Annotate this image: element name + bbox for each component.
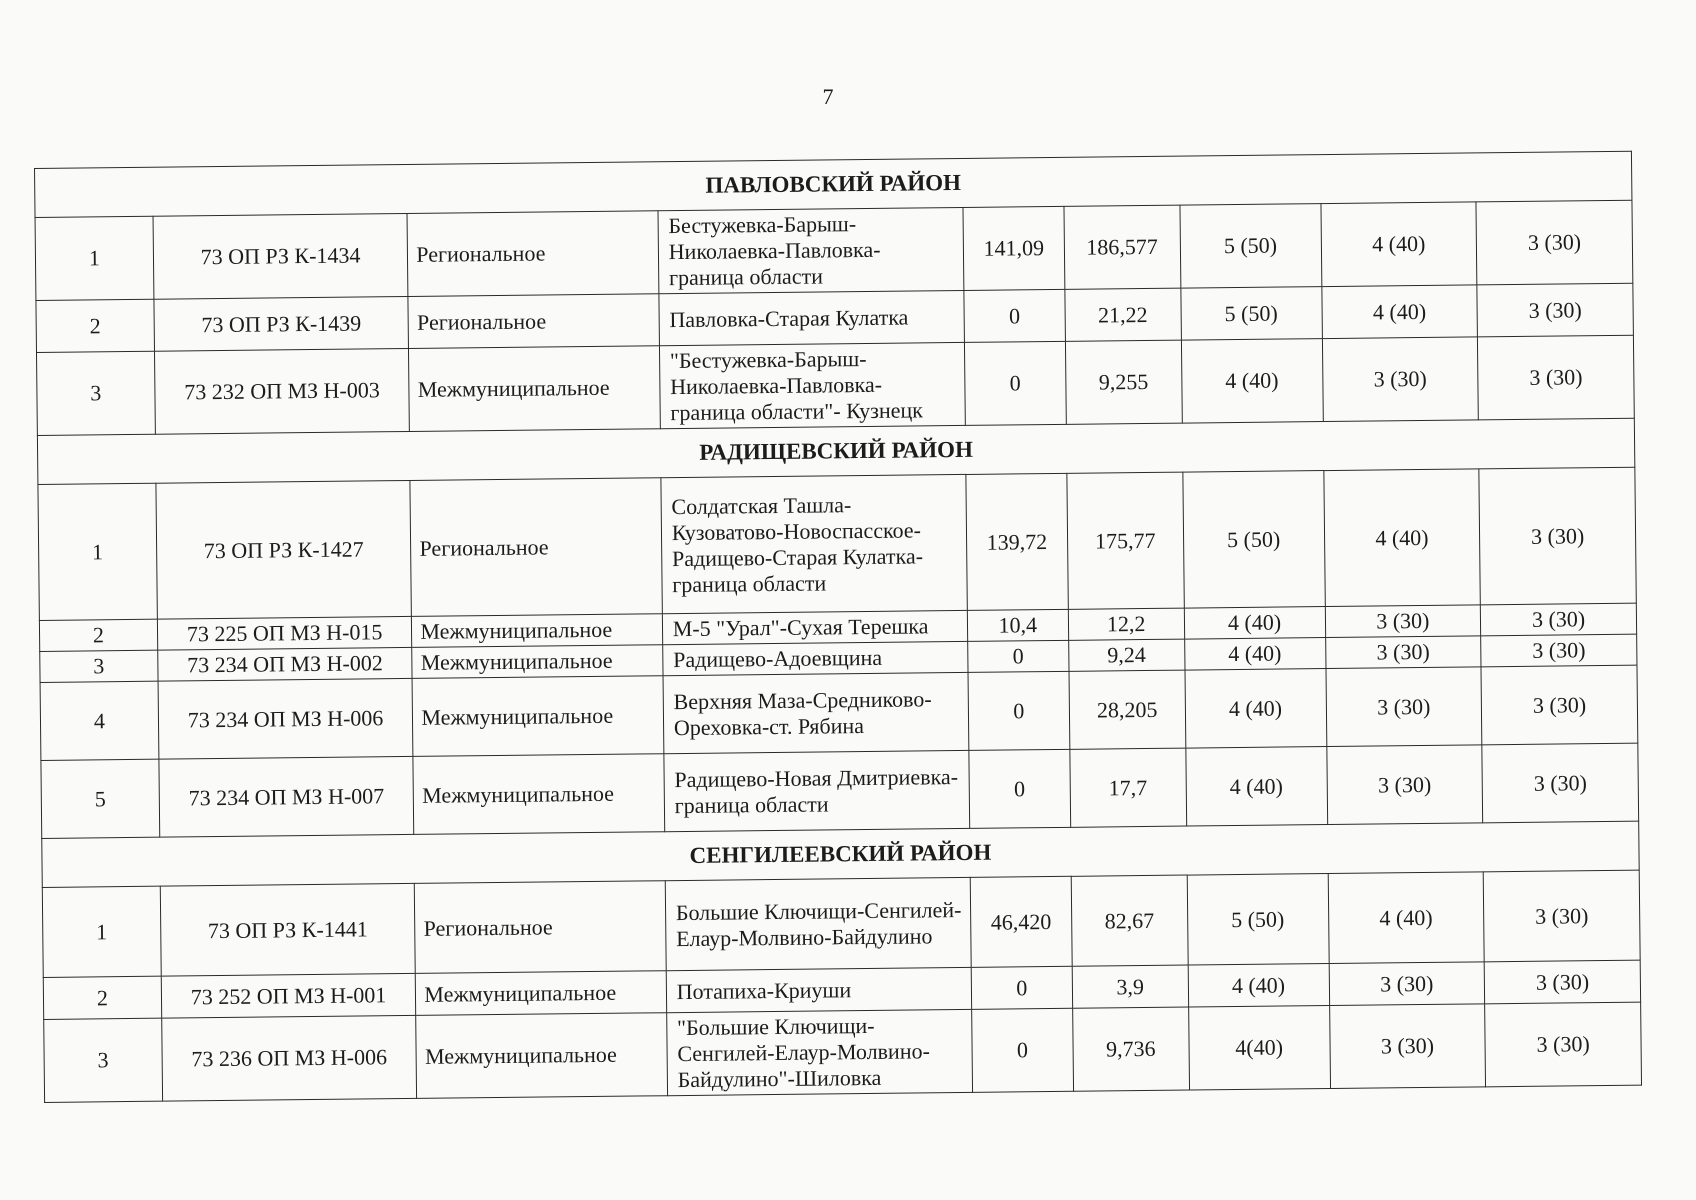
road-significance: Региональное	[407, 211, 658, 297]
roads-table-container	[34, 151, 1642, 1103]
value-col-5: 4 (40)	[1184, 638, 1325, 671]
road-significance: Региональное	[415, 881, 666, 974]
value-col-7: 3 (30)	[1477, 283, 1633, 337]
row-number: 2	[39, 619, 157, 651]
end-km: 9,24	[1068, 639, 1184, 671]
road-significance: Региональное	[410, 478, 662, 617]
value-col-6: 4 (40)	[1320, 202, 1477, 287]
road-name: Радищево-Новая Дмитриевка-граница области	[664, 750, 970, 831]
value-col-6: 3 (30)	[1326, 745, 1483, 825]
start-km: 10,4	[967, 609, 1068, 641]
start-km: 139,72	[966, 473, 1068, 610]
road-code: 73 ОП РЗ К-1441	[160, 883, 416, 976]
road-significance: Межмуниципальное	[412, 645, 663, 679]
value-col-7: 3 (30)	[1482, 743, 1639, 823]
value-col-6: 3 (30)	[1326, 667, 1483, 747]
road-significance: Межмуниципальное	[412, 676, 663, 757]
row-number: 1	[42, 886, 161, 977]
value-col-7: 3 (30)	[1481, 665, 1638, 745]
start-km: 46,420	[970, 876, 1072, 967]
row-number: 3	[40, 650, 158, 682]
value-col-5: 5 (50)	[1180, 287, 1322, 341]
table-row	[44, 1002, 1642, 1102]
value-col-6: 3 (30)	[1329, 1004, 1486, 1089]
end-km: 186,577	[1064, 205, 1181, 289]
page-number: 7	[822, 84, 834, 109]
road-significance: Межмуниципальное	[416, 1013, 667, 1099]
value-col-6: 4 (40)	[1328, 872, 1485, 964]
district-title: РАДИЩЕВСКИЙ РАЙОН	[37, 418, 1634, 484]
value-col-5: 4(40)	[1188, 1006, 1330, 1091]
value-col-6: 3 (30)	[1322, 337, 1479, 422]
table-row	[38, 467, 1636, 620]
road-significance: Межмуниципальное	[412, 614, 663, 648]
road-name: Потапиха-Криуши	[666, 967, 972, 1012]
road-code: 73 ОП РЗ К-1434	[153, 213, 408, 299]
road-name: Большие Ключищи-Сенгилей-Елаур-Молвино-Байдулино	[665, 877, 971, 970]
end-km: 9,255	[1065, 340, 1182, 424]
row-number: 3	[36, 351, 155, 435]
road-code: 73 234 ОП МЗ Н-002	[158, 647, 413, 681]
road-code: 73 236 ОП МЗ Н-006	[162, 1015, 417, 1101]
road-name: М-5 "Урал"-Сухая Терешка	[662, 610, 967, 644]
end-km: 12,2	[1068, 608, 1184, 640]
row-number: 5	[41, 759, 160, 838]
road-name: Бестужевка-Барыш-Николаевка-Павловка-граница области	[658, 207, 964, 293]
value-col-7: 3 (30)	[1479, 467, 1636, 605]
end-km: 82,67	[1071, 875, 1188, 966]
road-code: 73 ОП РЗ К-1427	[156, 480, 412, 619]
value-col-7: 3 (30)	[1478, 335, 1635, 420]
road-name: Верхняя Маза-Средниково-Ореховка-ст. Рябина	[663, 672, 969, 753]
road-significance: Межмуниципальное	[413, 754, 664, 835]
start-km: 0	[968, 640, 1069, 672]
value-col-5: 4 (40)	[1181, 339, 1323, 424]
road-code: 73 225 ОП МЗ Н-015	[157, 616, 412, 650]
row-number: 4	[40, 681, 159, 760]
road-code: 73 234 ОП МЗ Н-006	[158, 678, 413, 759]
end-km: 3,9	[1072, 965, 1188, 1008]
road-name: Радищево-Адоевщина	[662, 641, 967, 675]
value-col-7: 3 (30)	[1476, 200, 1633, 285]
road-code: 73 ОП РЗ К-1439	[154, 296, 409, 351]
road-name: "Бестужевка-Барыш-Николаевка-Павловка-граница области"- Кузнецк	[659, 342, 965, 428]
value-col-5: 4 (40)	[1185, 669, 1327, 749]
road-code: 73 252 ОП МЗ Н-001	[161, 973, 416, 1018]
value-col-6: 3 (30)	[1325, 605, 1481, 638]
road-significance: Межмуниципальное	[416, 971, 667, 1016]
table-body	[35, 151, 1642, 1102]
road-significance: Межмуниципальное	[409, 346, 660, 432]
value-col-5: 4 (40)	[1185, 747, 1327, 827]
row-number: 2	[36, 299, 154, 352]
value-col-7: 3 (30)	[1483, 870, 1640, 962]
end-km: 21,22	[1065, 288, 1181, 341]
start-km: 0	[972, 1008, 1074, 1092]
value-col-7: 3 (30)	[1484, 960, 1640, 1004]
row-number: 3	[44, 1018, 163, 1102]
end-km: 9,736	[1072, 1007, 1189, 1091]
end-km: 175,77	[1067, 472, 1184, 609]
district-title: ПАВЛОВСКИЙ РАЙОН	[35, 151, 1632, 217]
table-row	[42, 870, 1640, 977]
road-code: 73 234 ОП МЗ Н-007	[159, 756, 414, 837]
value-col-5: 4 (40)	[1188, 964, 1329, 1008]
value-col-6: 3 (30)	[1325, 636, 1481, 669]
value-col-5: 4 (40)	[1184, 607, 1325, 640]
value-col-7: 3 (30)	[1481, 634, 1637, 667]
start-km: 0	[968, 671, 1070, 750]
value-col-5: 5 (50)	[1182, 471, 1324, 609]
district-title: СЕНГИЛЕЕВСКИЙ РАЙОН	[42, 821, 1639, 887]
road-significance: Региональное	[408, 294, 659, 349]
start-km: 0	[969, 749, 1071, 828]
road-name: Солдатская Ташла-Кузоватово-Новоспасское-Радищево-Старая Кулатка-граница области	[661, 474, 968, 613]
start-km: 0	[971, 966, 1072, 1009]
roads-table	[34, 151, 1642, 1103]
value-col-5: 5 (50)	[1180, 204, 1322, 289]
start-km: 141,09	[963, 206, 1065, 290]
start-km: 0	[964, 289, 1066, 342]
value-col-6: 4 (40)	[1321, 285, 1477, 339]
value-col-7: 3 (30)	[1485, 1002, 1642, 1087]
value-col-6: 4 (40)	[1323, 469, 1480, 607]
end-km: 28,205	[1069, 670, 1186, 749]
road-name: Павловка-Старая Кулатка	[659, 290, 965, 345]
value-col-6: 3 (30)	[1329, 962, 1485, 1006]
row-number: 1	[38, 483, 157, 620]
row-number: 1	[35, 216, 154, 300]
start-km: 0	[964, 341, 1066, 425]
value-col-7: 3 (30)	[1481, 603, 1637, 636]
road-code: 73 232 ОП МЗ Н-003	[154, 348, 409, 434]
road-name: "Большие Ключищи-Сенгилей-Елаур-Молвино-Байдулино"-Шиловка	[666, 1009, 972, 1095]
value-col-5: 5 (50)	[1187, 874, 1329, 966]
end-km: 17,7	[1070, 748, 1187, 827]
row-number: 2	[43, 976, 161, 1019]
